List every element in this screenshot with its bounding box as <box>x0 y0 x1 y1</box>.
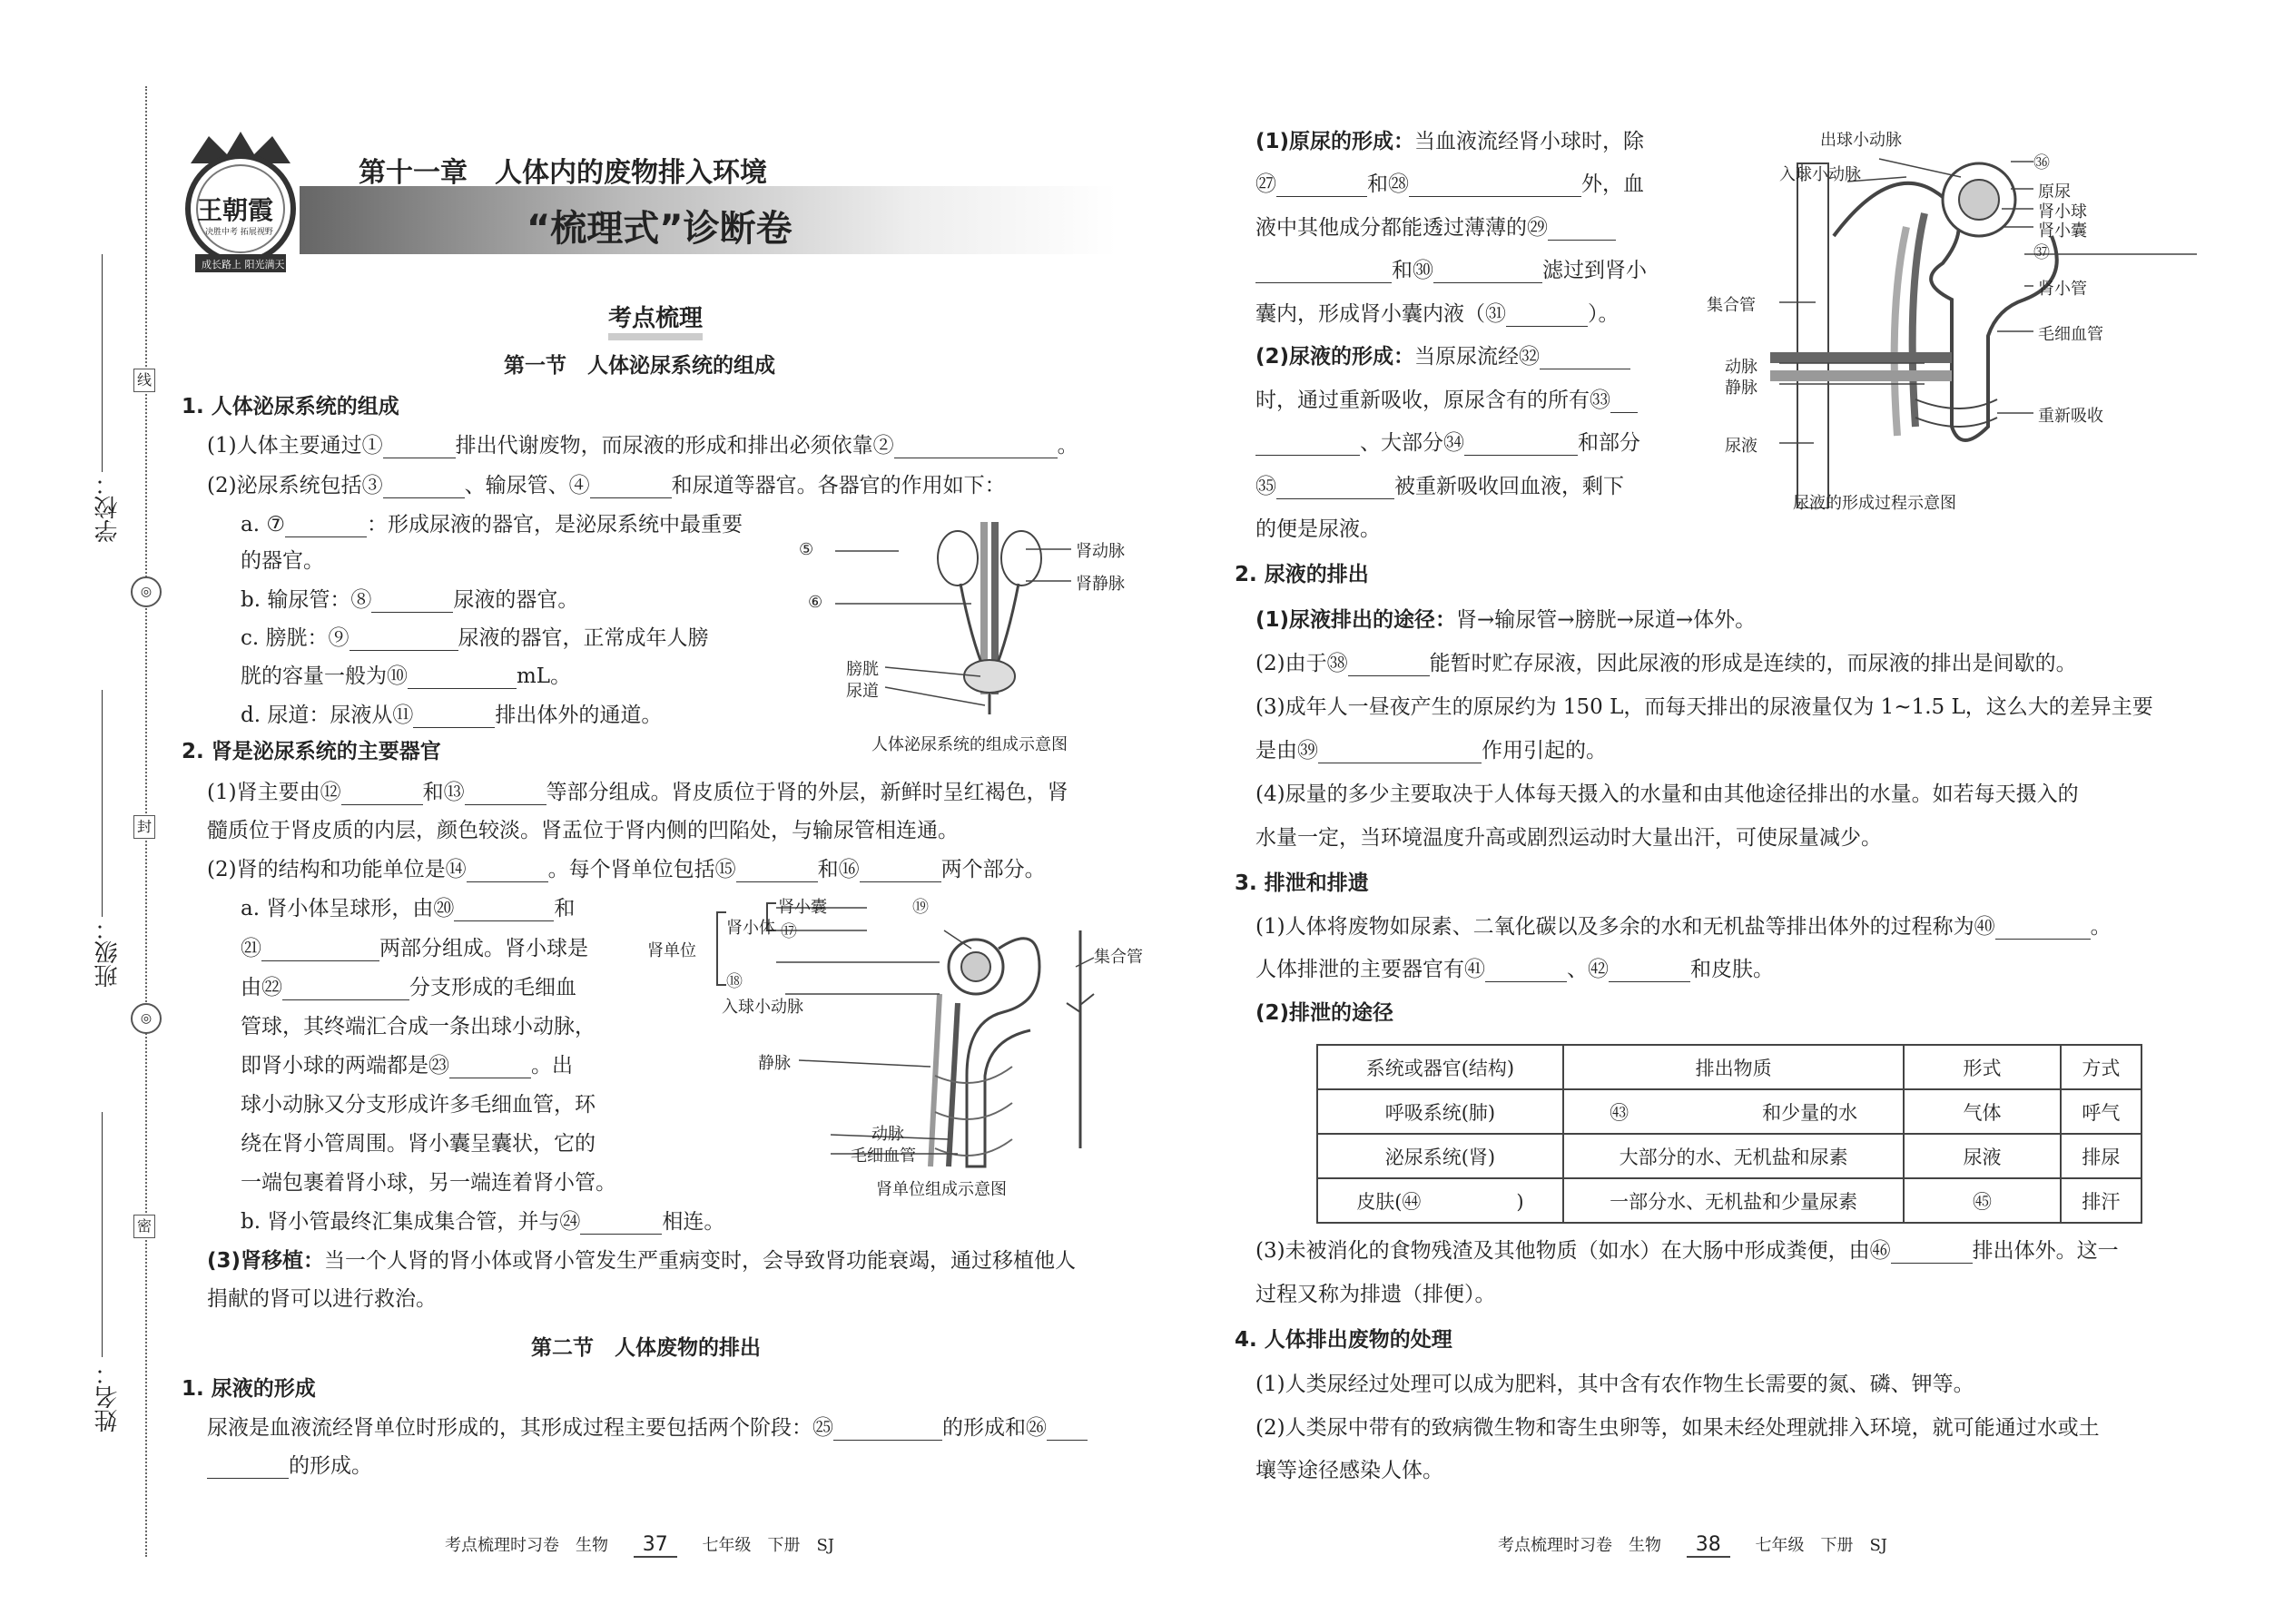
text-line: b. 输尿管：⑧ 尿液的器官。 <box>241 588 579 612</box>
section-title: 考点梳理 <box>608 300 703 340</box>
name-label: 姓名： <box>94 1362 122 1432</box>
label-36: ㊱ <box>2033 153 2050 172</box>
table-row <box>1317 1089 2141 1134</box>
page-number: 37 <box>634 1533 677 1558</box>
heading-1-2: 2. 肾是泌尿系统的主要器官 <box>182 740 441 763</box>
text-line: 的便是尿液。 <box>1255 517 1381 541</box>
label-artery: 动脉 <box>1725 358 1757 377</box>
label-37: ㊲ <box>2033 243 2050 262</box>
urinary-system-diagram <box>799 513 1144 722</box>
heading-2-2: 2. 尿液的排出 <box>1235 563 1369 586</box>
label-afferent-arteriole: 入球小动脉 <box>1779 165 1861 184</box>
text-line: a. ⑦ ：形成尿液的器官，是泌尿系统中最重要 <box>241 513 743 536</box>
table-cell: 皮肤(㊹ ) <box>1317 1178 1563 1223</box>
label-urethra: 尿道 <box>846 682 879 701</box>
seal-mark-seal: 封 <box>133 815 155 839</box>
school-underline <box>102 254 103 472</box>
heading-2-3: 3. 排泄和排遗 <box>1235 871 1369 895</box>
table-cell: 呼气 <box>2061 1089 2141 1134</box>
heading-2-4: 4. 人体排出废物的处理 <box>1235 1328 1452 1352</box>
excretion-table <box>1316 1044 2142 1224</box>
text-line: 绕在肾小管周围。肾小囊呈囊状，它的 <box>241 1132 596 1156</box>
footer-text: 考点梳理时习卷 生物 <box>445 1536 608 1555</box>
label-efferent-arteriole: 出球小动脉 <box>1820 131 1902 150</box>
table-cell: 一部分水、无机盐和少量尿素 <box>1563 1178 1905 1223</box>
label-19: ⑲ <box>912 898 929 917</box>
label-afferent-arteriole: 入球小动脉 <box>722 998 803 1017</box>
label-17: ⑰ <box>781 922 797 941</box>
section1-heading: 第一节 人体泌尿系统的组成 <box>504 354 775 378</box>
text-line: 液中其他成分都能透过薄薄的㉙ <box>1255 216 1616 241</box>
text-line: 由㉒ 分支形成的毛细血 <box>241 976 576 999</box>
chapter-title: 第十一章 人体内的废物排入环境 <box>359 157 767 189</box>
table-header-row <box>1317 1045 2141 1089</box>
table-cell: 尿液 <box>1904 1134 2060 1178</box>
section2-heading: 第二节 人体废物的排出 <box>531 1336 761 1360</box>
text-line: (2)肾的结构和功能单位是⑭ 。每个肾单位包括⑮ 和⑯ 两个部分。 <box>207 858 1046 881</box>
footer-right <box>1498 1532 1887 1558</box>
text-line: c. 膀胱：⑨ 尿液的器官，正常成年人膀 <box>241 626 709 650</box>
text-line: 时，通过重新吸收，原尿含有的所有㉝ <box>1255 389 1638 413</box>
table-header: 形式 <box>1904 1045 2060 1089</box>
label-5: ⑤ <box>799 540 814 559</box>
text-line: (1)肾主要由⑫ 和⑬ 等部分组成。肾皮质位于肾的外层，新鲜时呈红褐色，肾 <box>207 781 1068 804</box>
name-underline <box>102 1112 103 1357</box>
text-line: 捐献的肾可以进行救治。 <box>207 1287 437 1311</box>
text-line: 过程又称为排遗（排便）。 <box>1255 1283 1496 1306</box>
page-title: “梳理式”诊断卷 <box>527 208 793 250</box>
label-reabsorption: 重新吸收 <box>2038 407 2103 426</box>
nephron-diagram <box>640 894 1167 1185</box>
label-bladder: 膀胱 <box>846 660 879 679</box>
label-capillary: 毛细血管 <box>2038 325 2103 344</box>
text-line: a. 肾小体呈球形，由⑳ 和 <box>241 897 576 920</box>
table-cell: 大部分的水、无机盐和尿素 <box>1563 1134 1905 1178</box>
table-cell: 排尿 <box>2061 1134 2141 1178</box>
table-cell: 排汗 <box>2061 1178 2141 1223</box>
table-cell: 气体 <box>1904 1089 2060 1134</box>
text-line: 囊内，形成肾小囊内液（㉛ ）。 <box>1255 302 1620 326</box>
label-vein: 静脉 <box>758 1054 791 1073</box>
logo <box>172 127 309 272</box>
figure-caption: 尿液的形成过程示意图 <box>1793 494 1956 513</box>
label-urine: 尿液 <box>1725 437 1757 456</box>
class-underline <box>102 690 103 917</box>
table-header: 系统或器官(结构) <box>1317 1045 1563 1089</box>
text-line: (2)泌尿系统包括③ 、输尿管、④ 和尿道等器官。各器官的作用如下： <box>207 474 1006 497</box>
label-renal-corpuscle: 肾小体 <box>726 919 775 938</box>
table-cell: ㊸ 和少量的水 <box>1563 1089 1905 1134</box>
table-cell: 泌尿系统(肾) <box>1317 1134 1563 1178</box>
text-line: (3)肾移植：当一个人肾的肾小体或肾小管发生严重病变时，会导致肾功能衰竭，通过移植他人 <box>207 1249 1077 1273</box>
logo-banner: 成长路上 阳光满天 <box>202 259 285 271</box>
label-6: ⑥ <box>808 593 823 612</box>
text-line: 的器官。 <box>241 549 324 573</box>
footer-grade: 七年级 下册 SJ <box>702 1536 835 1555</box>
text-line: 、大部分㉞ 和部分 <box>1255 431 1640 456</box>
table-row <box>1317 1178 2141 1223</box>
table-header: 方式 <box>2061 1045 2141 1089</box>
footer-left <box>445 1532 834 1558</box>
text-line: (3)成年人一昼夜产生的原尿约为 150 L，而每天排出的尿液量仅为 1~1.5 L，这么大的差异主要 <box>1255 695 2153 719</box>
label-artery: 动脉 <box>871 1125 904 1144</box>
label-renal-capsule: 肾小囊 <box>2038 221 2087 241</box>
text-line: ㉗ 和㉘ 外，血 <box>1255 172 1644 196</box>
heading-1-1: 1. 人体泌尿系统的组成 <box>182 395 399 418</box>
text-line: 髓质位于肾皮质的内层，颜色较淡。肾盂位于肾内侧的凹陷处，与输尿管相连通。 <box>207 819 959 842</box>
table-cell: ㊺ <box>1904 1178 2060 1223</box>
label-renal-artery: 肾动脉 <box>1076 542 1125 561</box>
school-label: 学校： <box>94 472 122 543</box>
table-cell: 呼吸系统(肺) <box>1317 1089 1563 1134</box>
text-line: b. 肾小管最终汇集成集合管，并与㉔ 相连。 <box>241 1210 725 1234</box>
text-line: 和㉚ 滤过到肾小 <box>1255 259 1647 283</box>
text-line: (1)原尿的形成：当血液流经肾小球时，除 <box>1255 130 1645 153</box>
label-renal-capsule: 肾小囊 <box>778 898 827 917</box>
heading-2-1: 1. 尿液的形成 <box>182 1377 316 1401</box>
label-vein: 静脉 <box>1725 379 1757 398</box>
text-line: 胱的容量一般为⑩ mL。 <box>241 664 572 688</box>
label-18: ⑱ <box>726 972 743 991</box>
text-line: (1)人体将废物如尿素、二氧化碳以及多余的水和无机盐等排出体外的过程称为㊵ 。 <box>1255 915 2112 939</box>
label-tubule: 肾小管 <box>2038 280 2087 299</box>
text-line: (1)人类尿经过处理可以成为肥料，其中含有农作物生长需要的氮、磷、钾等。 <box>1255 1373 1974 1396</box>
urine-formation-diagram <box>1689 127 2197 508</box>
footer-grade: 七年级 下册 SJ <box>1755 1536 1888 1555</box>
table-row <box>1317 1134 2141 1178</box>
text-line: 即肾小球的两端都是㉓ 。出 <box>241 1054 573 1078</box>
label-collecting-duct: 集合管 <box>1707 296 1756 315</box>
text-line: 尿液是血液流经肾单位时形成的，其形成过程主要包括两个阶段：㉕ 的形成和㉖ <box>207 1416 1088 1441</box>
label-renal-vein: 肾静脉 <box>1076 575 1125 594</box>
label-nephron: 肾单位 <box>647 941 696 960</box>
text-line: d. 尿道：尿液从⑪ 排出体外的通道。 <box>241 704 663 727</box>
text-line: ㉟ 被重新吸收回血液，剩下 <box>1255 475 1624 498</box>
text-line: (1)尿液排出的途径：肾→输尿管→膀胱→尿道→体外。 <box>1255 608 1757 632</box>
page-number: 38 <box>1687 1533 1730 1558</box>
label-collecting-duct: 集合管 <box>1094 948 1143 967</box>
label-glomerulus: 肾小球 <box>2038 202 2087 221</box>
label-raw-urine: 原尿 <box>2038 182 2071 202</box>
binding-hole-icon: ◎ <box>131 1003 162 1034</box>
text-line: (2)排泄的途径 <box>1255 1001 1394 1025</box>
text-line: 管球，其终端汇合成一条出球小动脉， <box>241 1015 596 1038</box>
figure-caption: 肾单位组成示意图 <box>876 1180 1007 1199</box>
figure-caption: 人体泌尿系统的组成示意图 <box>871 735 1068 754</box>
text-line: (2)尿液的形成：当原尿流经㉜ <box>1255 345 1630 369</box>
seal-mark-line: 线 <box>133 369 155 392</box>
text-line: (2)由于㊳ 能暂时贮存尿液，因此尿液的形成是连续的，而尿液的排出是间歇的。 <box>1255 652 2077 675</box>
text-line: 壤等途径感染人体。 <box>1255 1459 1443 1482</box>
footer-text: 考点梳理时习卷 生物 <box>1498 1536 1661 1555</box>
text-line: 球小动脉又分支形成许多毛细血管，环 <box>241 1093 596 1117</box>
text-line: 是由㊴ 作用引起的。 <box>1255 739 1607 763</box>
text-line: 水量一定，当环境温度升高或剧烈运动时大量出汗，可使尿量减少。 <box>1255 826 1882 850</box>
text-line: (1)人体主要通过① 排出代谢废物，而尿液的形成和排出必须依靠② 。 <box>207 434 1078 458</box>
seal-mark-secret: 密 <box>133 1215 155 1238</box>
class-label: 班级： <box>94 917 122 988</box>
text-line: 人体排泄的主要器官有㊶ 、㊷ 和皮肤。 <box>1255 958 1774 981</box>
text-line: (2)人类尿中带有的致病微生物和寄生虫卵等，如果未经处理就排入环境，就可能通过水或土 <box>1255 1416 2100 1440</box>
text-line: 的形成。 <box>207 1454 372 1479</box>
text-line: ㉑ 两部分组成。肾小球是 <box>241 937 588 960</box>
binding-hole-icon: ◎ <box>131 576 162 607</box>
text-line: (4)尿量的多少主要取决于人体每天摄入的水量和由其他途径排出的水量。如若每天摄入的 <box>1255 782 2079 806</box>
logo-subtitle: 决胜中考 拓展视野 <box>205 228 273 237</box>
table-header: 排出物质 <box>1563 1045 1905 1089</box>
label-capillary: 毛细血管 <box>851 1147 916 1166</box>
text-line: (3)未被消化的食物残渣及其他物质（如水）在大肠中形成粪便，由㊻ 排出体外。这一 <box>1255 1239 2119 1263</box>
logo-brand: 王朝霞 <box>197 195 274 225</box>
text-line: 一端包裹着肾小球，另一端连着肾小管。 <box>241 1171 616 1195</box>
